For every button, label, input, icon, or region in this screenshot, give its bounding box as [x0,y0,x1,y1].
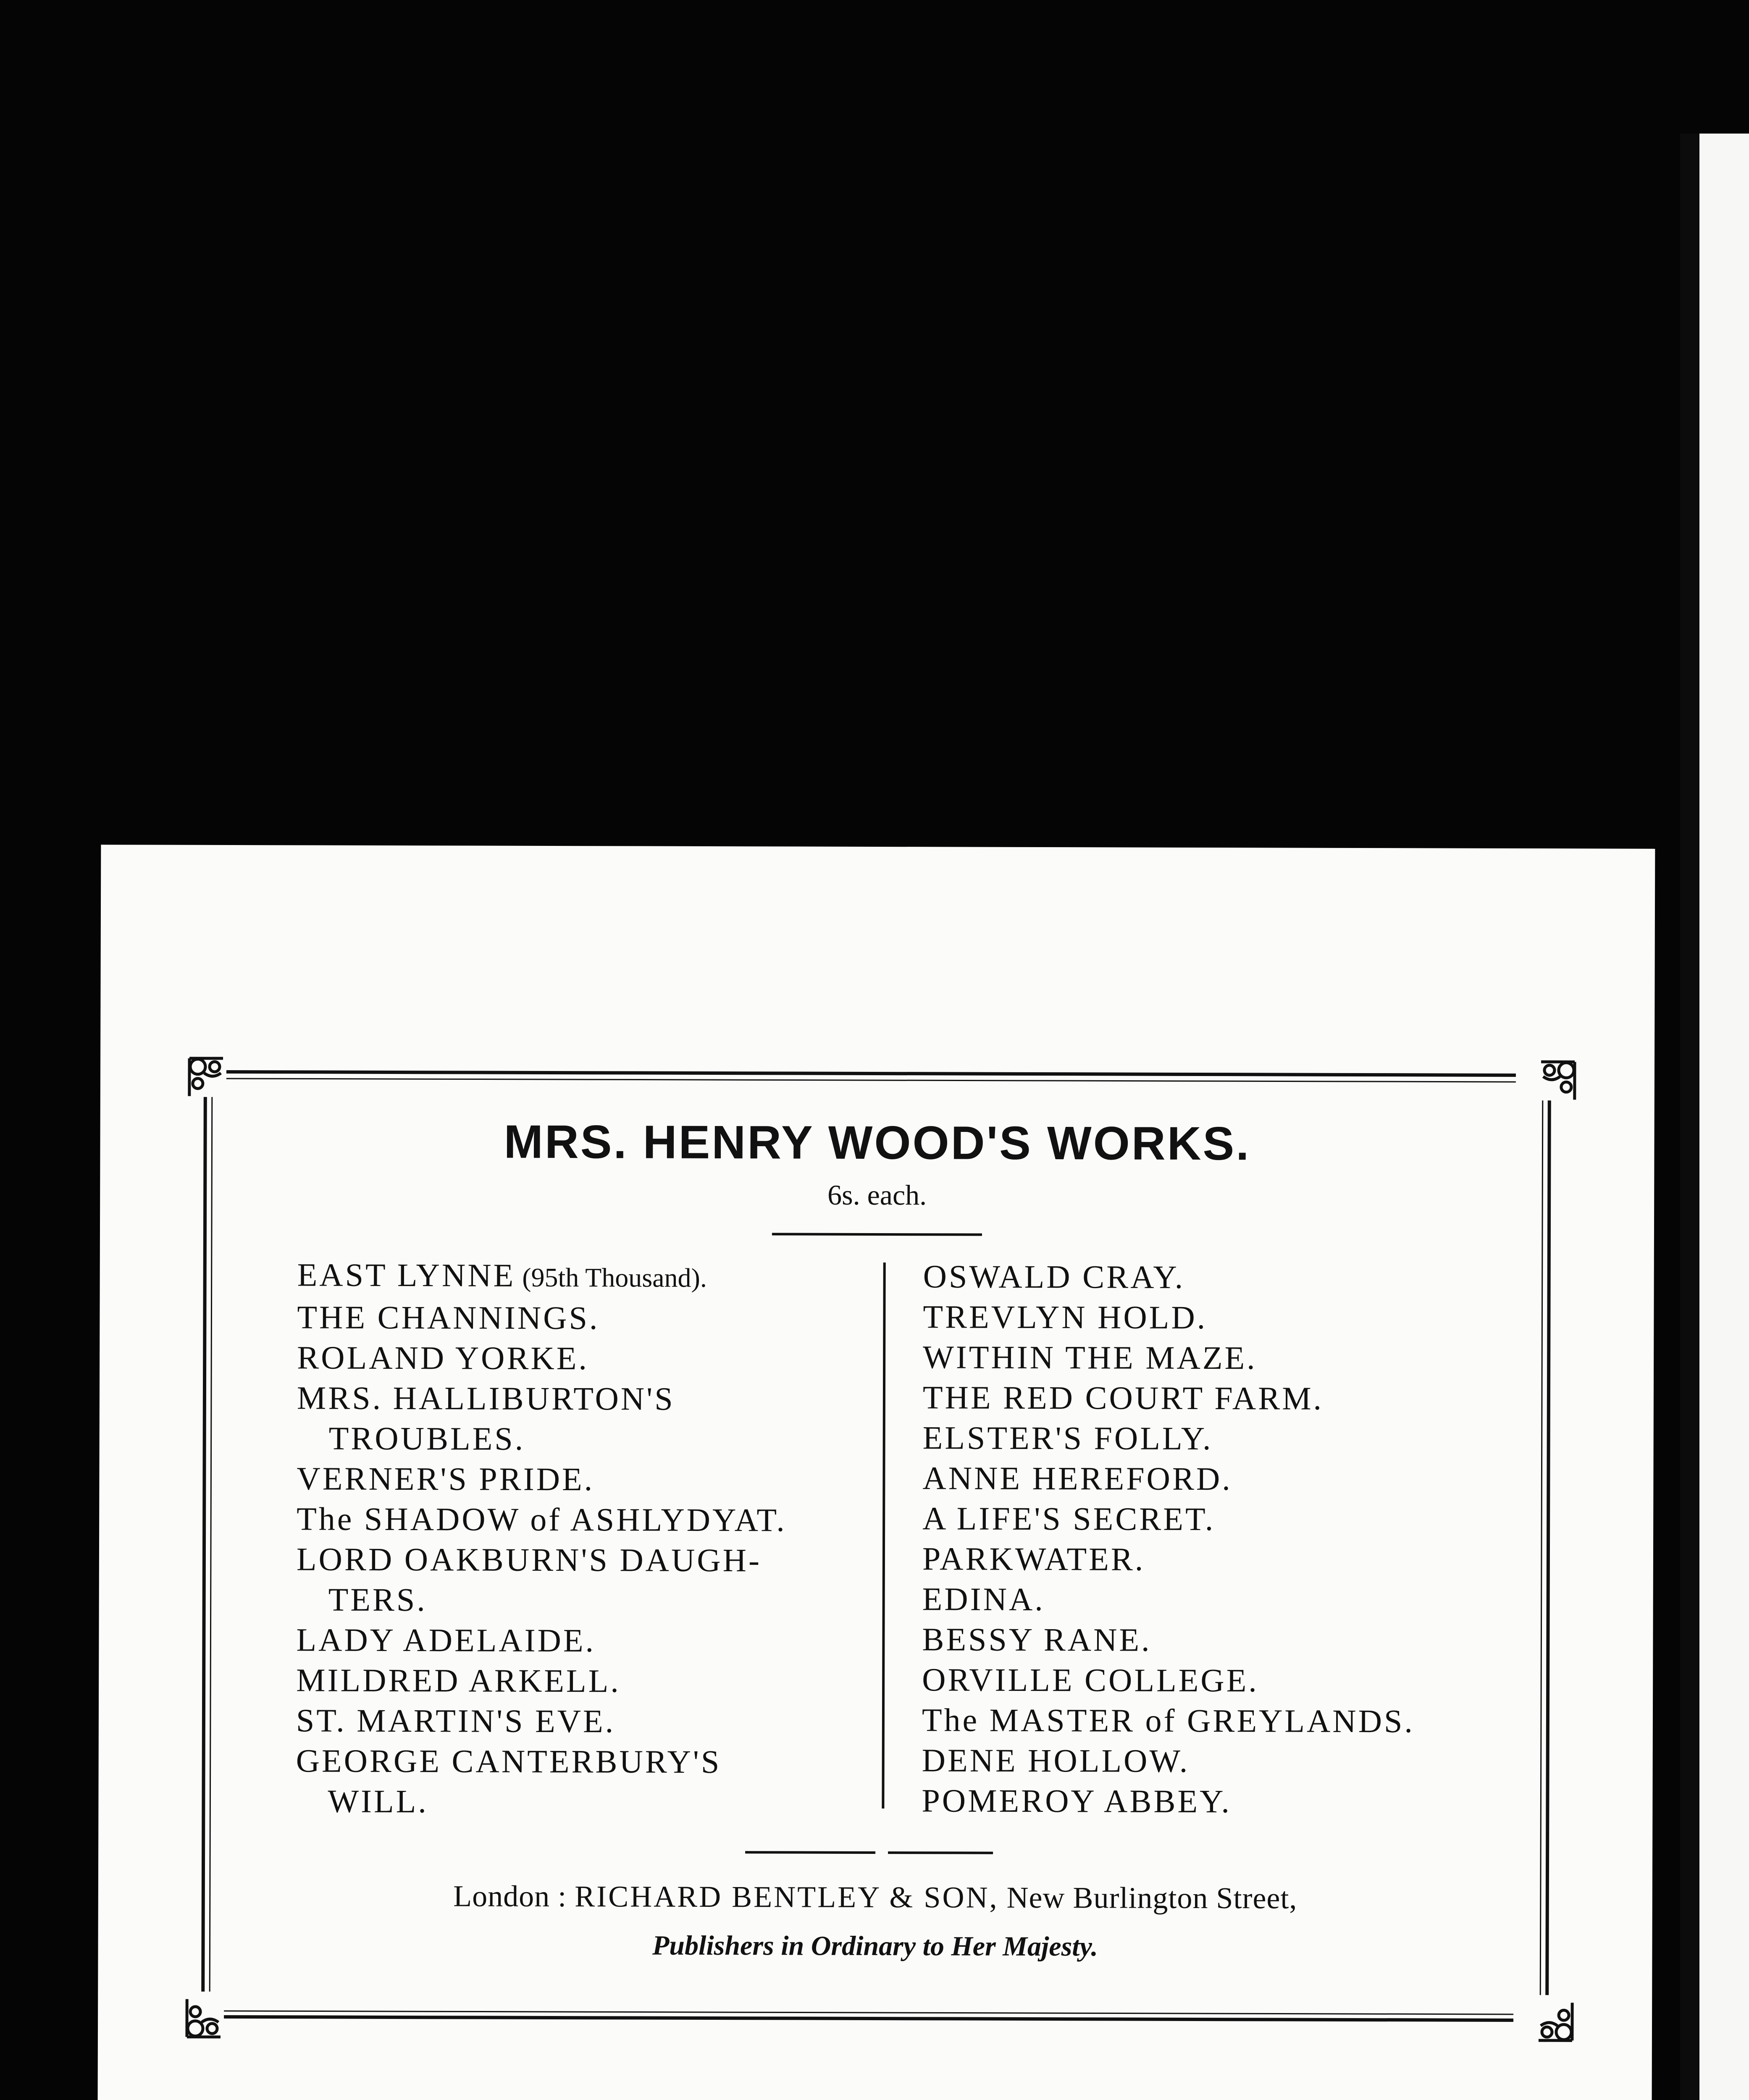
publisher-tagline: Publishers in Ordinary to Her Majesty. [652,1930,1098,1962]
list-item [296,1740,926,1782]
list-item: ELSTER'S FOLLY. [922,1419,1213,1457]
list-item [297,1255,927,1299]
list-item: OSWALD CRAY. [923,1258,1185,1295]
publisher-line [98,1878,1652,1917]
list-item: PARKWATER. [922,1540,1145,1578]
book-title: TERS. [328,1581,427,1618]
title-rule [772,1233,982,1236]
list-item: TREVLYN HOLD. [923,1298,1208,1336]
corner-ornament-icon [181,1050,231,1100]
list-item: DENE HOLLOW. [922,1742,1190,1779]
publisher-street: New Burlington Street, [1006,1880,1297,1915]
book-title: ROLAND YORKE. [297,1339,589,1377]
list-item: The MASTER of GREYLANDS. [922,1701,1415,1740]
publisher-name: RICHARD BENTLEY & SON, [575,1880,999,1914]
book-note: (95th Thousand). [515,1262,707,1293]
list-item [297,1378,927,1420]
page-edge-shadow [1680,134,1699,2100]
corner-ornament-icon [1530,1998,1581,2049]
corner-ornament-icon [1533,1053,1583,1104]
list-item [297,1337,927,1379]
left-title-list [296,1255,927,1823]
publisher-city: London : [453,1879,567,1914]
book-title: WILL. [328,1782,428,1820]
list-item: BESSY RANE. [922,1621,1152,1658]
book-title: The SHADOW of ASHLYDYAT. [297,1500,787,1538]
page-title: MRS. HENRY WOOD'S WORKS. [504,1115,1251,1170]
list-item [296,1660,926,1702]
book-title: THE CHANNINGS. [297,1299,600,1336]
list-item: WITHIN THE MAZE. [923,1339,1257,1376]
list-item: EDINA. [922,1580,1045,1618]
footer-rule [888,1851,993,1854]
book-title: ST. MARTIN'S EVE. [296,1702,616,1740]
price-line: 6s. each. [827,1179,927,1211]
book-title: MILDRED ARKELL. [296,1662,621,1699]
book-title: TROUBLES. [328,1420,525,1457]
book-title: MRS. HALLIBURTON'S [297,1379,675,1417]
list-item [296,1700,926,1742]
book-title: VERNER'S PRIDE. [297,1460,595,1498]
adjacent-page-edge [1699,134,1749,2100]
list-item [297,1458,927,1500]
book-title: GEORGE CANTERBURY'S [296,1742,722,1780]
book-title: LADY ADELAIDE. [296,1621,596,1659]
list-item [297,1499,927,1541]
corner-ornament-icon [179,1995,229,2045]
list-item [296,1620,926,1662]
list-item [297,1539,927,1581]
list-item: THE RED COURT FARM. [922,1379,1324,1417]
list-item: ANNE HEREFORD. [922,1460,1232,1497]
list-item [297,1579,927,1621]
list-item [297,1418,927,1460]
footer-rule [745,1851,875,1854]
book-title: LORD OAKBURN'S DAUGH- [296,1541,762,1579]
list-item [297,1297,927,1339]
book-title: EAST LYNNE [297,1256,516,1294]
right-title-list [922,1256,1595,1822]
list-item [296,1781,926,1823]
advertisement-page [97,845,1655,2100]
list-item: POMEROY ABBEY. [922,1782,1232,1820]
list-item: A LIFE'S SECRET. [922,1500,1216,1538]
list-item: ORVILLE COLLEGE. [922,1661,1259,1699]
